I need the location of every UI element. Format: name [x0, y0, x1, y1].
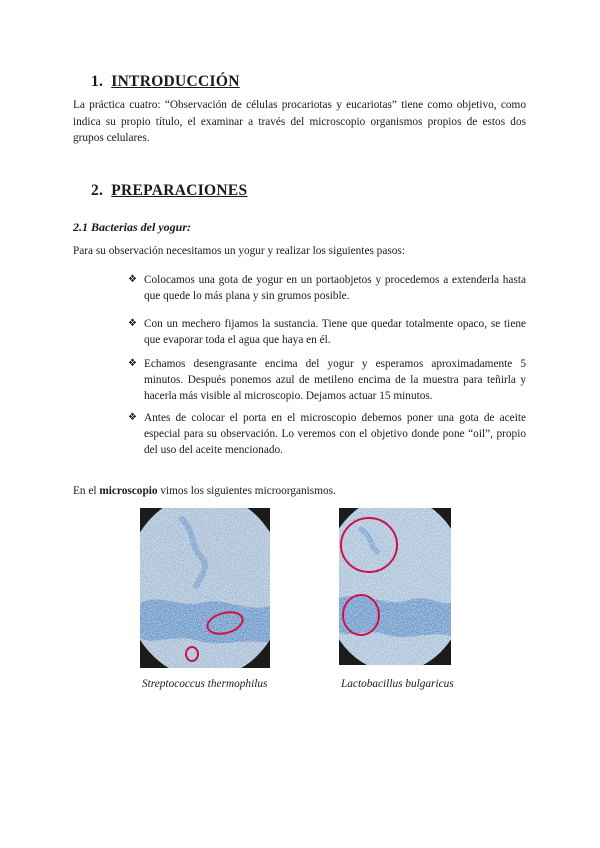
caption-streptococcus: Streptococcus thermophilus [142, 678, 268, 690]
micrograph-image [140, 508, 270, 668]
streptococcus-micrograph [140, 508, 270, 668]
list-item: ❖ Antes de colocar el porta en el microscopio debemos poner una gota de aceite especial para su observación. Lo veremos con el objetivo donde pone “oil”, propio del uso del aceite mencionado. [128, 412, 526, 456]
diamond-bullet-icon: ❖ [128, 358, 137, 369]
section-heading-preparaciones: 2. PREPARACIONES [91, 182, 248, 199]
caption-lactobacillus: Lactobacillus bulgaricus [341, 678, 454, 690]
lactobacillus-micrograph [339, 508, 451, 665]
prep-intro-paragraph: Para su observación necesitamos un yogur y realizar los siguientes pasos: [73, 245, 405, 257]
diamond-bullet-icon: ❖ [128, 412, 137, 423]
diamond-bullet-icon: ❖ [128, 318, 137, 329]
subsection-heading: 2.1 Bacterias del yogur: [73, 220, 191, 234]
diamond-bullet-icon: ❖ [128, 274, 137, 285]
section-heading-introduccion: 1. INTRODUCCIÓN [91, 73, 240, 90]
list-item: ❖ Echamos desengrasante encima del yogur y esperamos aproximadamente 5 minutos. Después ponemos azul de metileno encima de la muestra para teñirla y hacerla más visible al microscopio. Dejamos actuar 15 minutos. [128, 358, 526, 402]
microscope-sentence: En el microscopio vimos los siguientes microorganismos. [73, 485, 336, 497]
intro-paragraph: La práctica cuatro: “Observación de células procariotas y eucariotas” tiene como objetivo, como indica su propio título, el examinar a través del microscopio organismos propios de estos dos grupos celulares. [73, 99, 526, 144]
list-item: ❖ Colocamos una gota de yogur en un portaobjetos y procedemos a extenderla hasta que quede lo más plana y sin grumos posible. [128, 274, 526, 302]
list-item: ❖ Con un mechero fijamos la sustancia. Tiene que quedar totalmente opaco, se tiene que evaporar toda el agua que haya en él. [128, 318, 526, 346]
micrograph-image [339, 508, 451, 665]
